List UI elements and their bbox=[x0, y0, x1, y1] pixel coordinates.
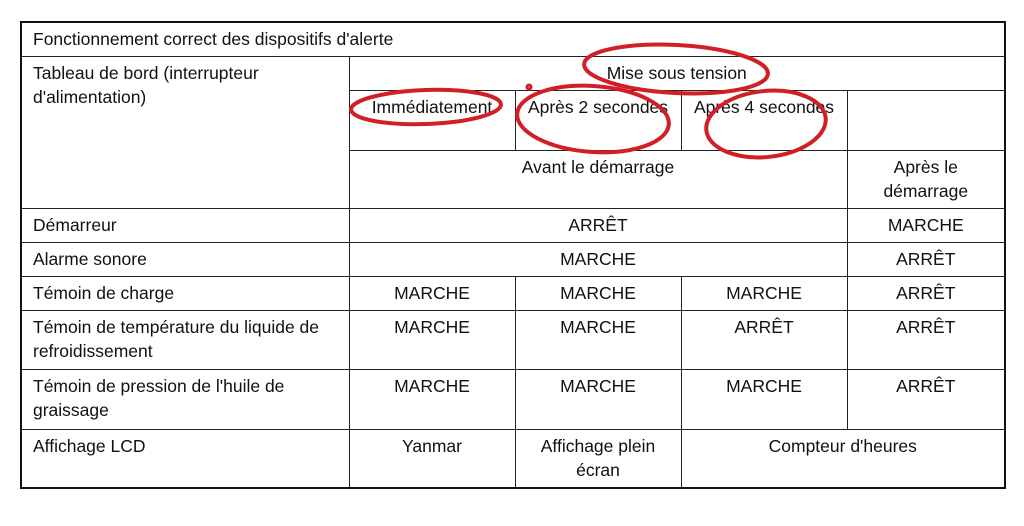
coolant-after-start-value: ARRÊT bbox=[847, 311, 1005, 370]
immediately-header: Immédiatement bbox=[349, 90, 515, 150]
alarm-before-value: MARCHE bbox=[349, 242, 847, 276]
power-on-header: Mise sous tension bbox=[349, 56, 1005, 90]
before-start-header: Avant le démarrage bbox=[349, 150, 847, 208]
table-row bbox=[21, 370, 1005, 430]
starter-after-value: MARCHE bbox=[847, 208, 1005, 242]
charge-after-2s-value: MARCHE bbox=[515, 276, 681, 310]
coolant-immediately-value: MARCHE bbox=[349, 311, 515, 370]
table-row bbox=[21, 208, 1005, 242]
title-row bbox=[21, 22, 1005, 56]
coolant-after-2s-value: MARCHE bbox=[515, 311, 681, 370]
charge-after-start-value: ARRÊT bbox=[847, 276, 1005, 310]
lcd-label: Affichage LCD bbox=[21, 430, 349, 488]
oil-after-4s-value: MARCHE bbox=[681, 370, 847, 430]
lcd-immediately-value: Yanmar bbox=[349, 430, 515, 488]
after-2s-header: Après 2 secondes bbox=[515, 90, 681, 150]
table-row bbox=[21, 276, 1005, 310]
oil-after-2s-value: MARCHE bbox=[515, 370, 681, 430]
table-row bbox=[21, 311, 1005, 370]
alarm-after-value: ARRÊT bbox=[847, 242, 1005, 276]
warning-devices-table bbox=[20, 21, 1006, 489]
table-row bbox=[21, 430, 1005, 488]
charge-after-4s-value: MARCHE bbox=[681, 276, 847, 310]
after-start-header: Après le démarrage bbox=[847, 150, 1005, 208]
alarm-label: Alarme sonore bbox=[21, 242, 349, 276]
header-row-1 bbox=[21, 56, 1005, 90]
oil-label: Témoin de pression de l'huile de graissage bbox=[21, 370, 349, 430]
coolant-after-4s-value: ARRÊT bbox=[681, 311, 847, 370]
after-4s-header: Après 4 secondes bbox=[681, 90, 847, 150]
table-title: Fonctionnement correct des dispositifs d'alerte bbox=[21, 22, 1005, 56]
oil-after-start-value: ARRÊT bbox=[847, 370, 1005, 430]
charge-label: Témoin de charge bbox=[21, 276, 349, 310]
charge-immediately-value: MARCHE bbox=[349, 276, 515, 310]
empty-header-cell bbox=[847, 90, 1005, 150]
starter-before-value: ARRÊT bbox=[349, 208, 847, 242]
table-row bbox=[21, 242, 1005, 276]
lcd-hour-meter-value: Compteur d'heures bbox=[681, 430, 1005, 488]
starter-label: Démarreur bbox=[21, 208, 349, 242]
dashboard-header: Tableau de bord (interrupteur d'alimentation) bbox=[21, 56, 349, 208]
coolant-label: Témoin de température du liquide de refroidissement bbox=[21, 311, 349, 370]
lcd-after-2s-value: Affichage plein écran bbox=[515, 430, 681, 488]
oil-immediately-value: MARCHE bbox=[349, 370, 515, 430]
